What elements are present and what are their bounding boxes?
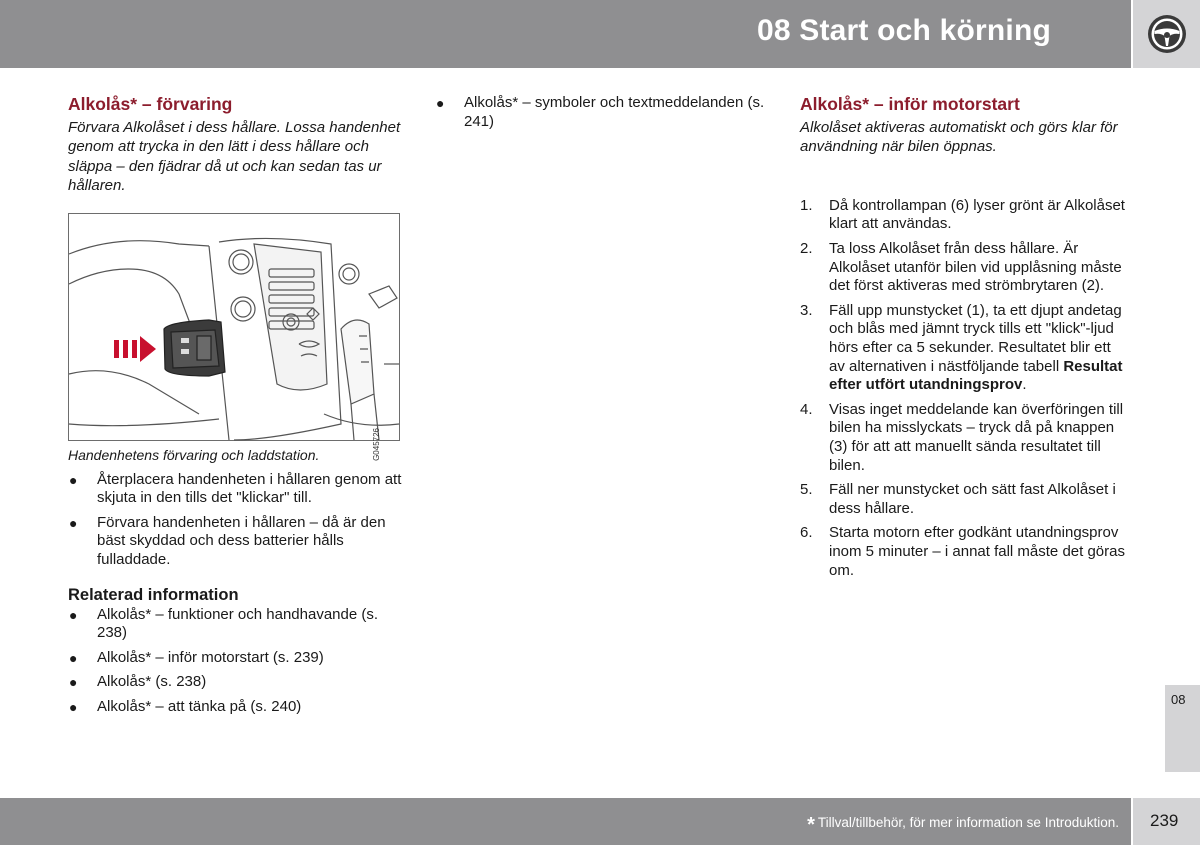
related-info-list-continued	[435, 94, 775, 131]
chapter-side-tab[interactable]	[1165, 685, 1200, 772]
bullet-icon: ●	[69, 698, 78, 715]
column-storage	[68, 94, 404, 723]
page-number-box	[1133, 798, 1200, 845]
bullet-icon: ●	[436, 95, 445, 111]
bullet-icon: ●	[69, 471, 78, 488]
chapter-icon-box	[1133, 0, 1200, 68]
section-intro-storage: Förvara Alkolåset i dess hållare. Lossa handenhet genom att trycka in den lätt i dess hållare och släppa – den fjädrar då ut och kan sedan tas ur hållaren.	[68, 119, 401, 195]
step-text: Starta motorn efter godkänt utandningsprov inom 5 minuter – i annat fall måste det göras om.	[829, 524, 1125, 579]
step-number: 1.	[800, 196, 813, 214]
footer-bar	[0, 798, 1131, 845]
chapter-title: 08 Start och körning	[756, 14, 1051, 47]
step-text: Fäll upp munstycket (1), ta ett djupt andetag och blås med jämnt tryck tills ett "klick"-ljud hörs efter ca 5 sekunder. Resultatet blir ett av alternativen i nästföljande tabell	[829, 301, 1122, 375]
step-item: 3. Fäll upp munstycket (1), ta ett djupt andetag och blås med jämnt tryck tills ett "klick"-ljud hörs efter ca 5 sekunder. Resultatet blir ett av alternativen i nästföljande tabell Resultat efter utfört utandningsprov.	[800, 301, 1123, 394]
step-number: 6.	[800, 524, 813, 542]
asterisk-marker: *	[807, 814, 815, 836]
list-item: ● Förvara handenheten i hållaren – då är den bäst skyddad och dess batterier hålls fulladdade.	[69, 513, 386, 568]
bullet-icon: ●	[69, 649, 78, 666]
step-item	[800, 524, 1129, 580]
step-number: 5.	[800, 481, 813, 499]
bullet-icon: ●	[69, 514, 78, 531]
step-number: 3.	[800, 301, 813, 319]
step-bold-reference: Resultat efter utfört utandningsprov	[829, 357, 1123, 394]
related-link[interactable]: ● Alkolås* – funktioner och handhavande (s. 238)	[69, 605, 379, 642]
footer-note	[807, 814, 1119, 837]
column-related-continued	[435, 94, 775, 137]
storage-bullet-list	[68, 471, 404, 570]
related-info-list	[68, 606, 404, 717]
section-heading-storage: Alkolås* – förvaring	[68, 94, 233, 114]
related-link[interactable]: ● Alkolås* – att tänka på (s. 240)	[69, 697, 302, 715]
step-text: Visas inget meddelande kan överföringen till bilen ha misslyckats – tryck då på knappen (3) för att att manuellt sända resultatet till bilen.	[829, 400, 1124, 474]
steering-wheel-icon	[1146, 13, 1188, 55]
step-item	[800, 240, 1129, 296]
step-item	[800, 401, 1129, 475]
section-intro-before-start: Alkolåset aktiveras automatiskt och görs klar för användning när bilen öppnas.	[800, 119, 1118, 156]
step-item	[800, 481, 1129, 518]
column-before-start	[800, 94, 1140, 586]
related-info-heading: Relaterad information	[68, 585, 239, 604]
bullet-icon: ●	[69, 606, 78, 623]
step-text: Då kontrollampan (6) lyser grönt är Alkolåset klart att användas.	[829, 196, 1125, 233]
section-heading-before-start: Alkolås* – inför motorstart	[800, 94, 1020, 114]
page-number: 239	[1150, 811, 1179, 830]
related-link[interactable]: ● Alkolås* – symboler och textmeddelanden (s. 241)	[436, 94, 765, 130]
figure-code: G045726	[372, 427, 381, 461]
chapter-side-tab-label: 08	[1171, 692, 1186, 707]
chapter-header-bar	[0, 0, 1131, 68]
steps-list	[800, 197, 1140, 580]
center-console-drawing	[69, 214, 399, 440]
step-text: Fäll ner munstycket och sätt fast Alkolåset i dess hållare.	[829, 481, 1116, 517]
related-link[interactable]: ● Alkolås* – inför motorstart (s. 239)	[69, 648, 324, 666]
step-number: 4.	[800, 400, 813, 418]
related-link[interactable]: ● Alkolås* (s. 238)	[69, 673, 207, 691]
step-number: 2.	[800, 240, 813, 257]
step-item	[800, 197, 1129, 234]
list-item: ● Återplacera handenheten i hållaren genom att skjuta in den tills det "klickar" till.	[69, 470, 402, 507]
bullet-icon: ●	[69, 674, 78, 691]
figure-caption: Handenhetens förvaring och laddstation.	[68, 446, 320, 463]
footer-note-text: Tillval/tillbehör, för mer information se Introduktion.	[817, 815, 1119, 830]
step-text: Ta loss Alkolåset från dess hållare. Är Alkolåset utanför bilen vid upplåsning måste det först aktiveras med strömbrytaren (2).	[829, 240, 1122, 295]
